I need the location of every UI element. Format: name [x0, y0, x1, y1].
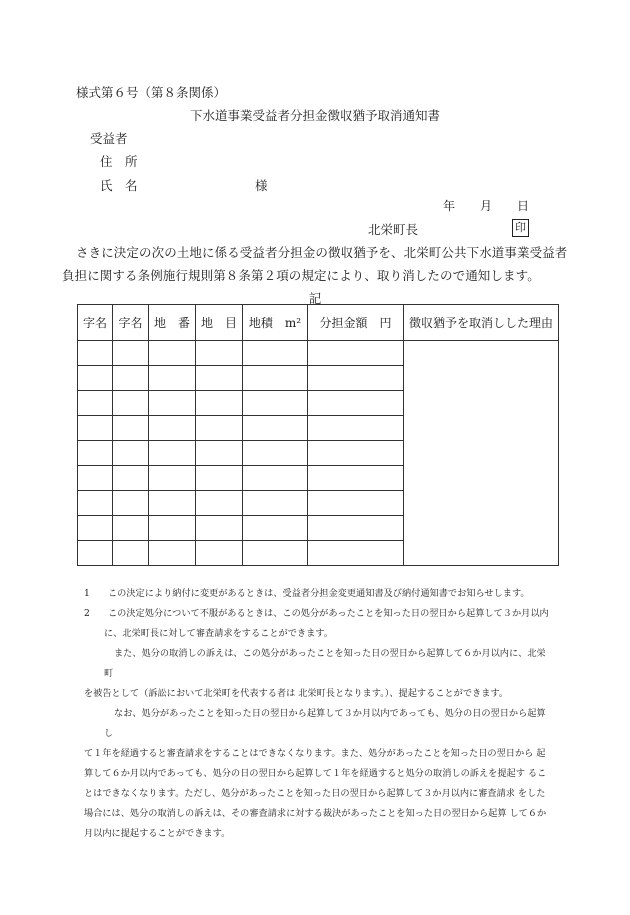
note-1-text: この決定により納付に変更があるときは、受益者分担金変更通知書及び納付通知書でお知らせします。 [108, 588, 530, 599]
form-number: 様式第６号（第８条関係） [76, 85, 227, 100]
recipient-label: 受益者 [90, 131, 128, 146]
table-header-row [78, 305, 559, 341]
date-line [443, 197, 529, 214]
header-azana-1: 字名 [78, 305, 113, 341]
header-amount: 分担金額 円 [308, 305, 404, 341]
para-3-line-e: をした場合には、処分の取消しの訴えは、その審査請求に対する裁決があったことを知った日の翌日から起算 [84, 788, 546, 819]
name-label: 氏 名 [100, 178, 138, 193]
issuer-title: 北栄町長 [368, 222, 419, 237]
header-chimoku: 地 目 [196, 305, 243, 341]
ki-label: 記 [308, 291, 322, 306]
address-label: 住 所 [100, 154, 138, 169]
para-2-line-b: を被告として（訴訟において北栄町を代表する者は 北栄町長となります。）、提起することができます。 [84, 688, 509, 699]
land-table [77, 304, 559, 566]
header-reason: 徴収猶予を取消しした理由 [404, 305, 559, 341]
year-label: 年 [443, 199, 456, 213]
header-azana-2: 字名 [113, 305, 149, 341]
month-label: 月 [480, 199, 493, 213]
note-paragraph-3 [84, 704, 554, 844]
para-3-line-d: ることはできなくなります。ただし、処分があったことを知った日の翌日から起算して３か月以内に審査請求 [84, 768, 547, 799]
para-3-line-b: て１年を経過すると審査請求をすることはできなくなります。また、処分があったことを知った日の翌日から [84, 748, 534, 759]
note-paragraph-2 [84, 644, 554, 704]
honorific: 様 [255, 178, 268, 193]
para-3-line-a: なお、処分があったことを知った日の翌日から起算して３か月以内であっても、処分の日の翌日から起算し [104, 708, 546, 739]
document-title: 下水道事業受益者分担金徴収猶予取消通知書 [189, 108, 440, 123]
header-area: 地積 m² [243, 305, 308, 341]
note-2 [84, 604, 554, 644]
reason-cell [404, 341, 559, 566]
notes-section [84, 584, 554, 844]
body-line-1: さきに決定の次の土地に係る受益者分担金の徴収猶予を、北栄町公共下水道事業受益者 [76, 245, 568, 260]
day-label: 日 [517, 199, 530, 213]
para-2-line-a: また、処分の取消しの訴えは、この処分があったことを知った日の翌日から起算して６か月以内に、北栄町 [104, 648, 546, 679]
para-3-line-f: して６か月以内に提起することができます。 [84, 808, 547, 839]
header-chiban: 地 番 [149, 305, 196, 341]
body-line-2: 負担に関する条例施行規則第８条第２項の規定により、取り消したので通知します。 [62, 268, 540, 283]
table-row [78, 341, 559, 366]
note-1 [84, 584, 554, 604]
note-2-number: 2 [84, 608, 90, 619]
note-2-text-a: この決定処分について不服があるときは、この処分があったことを知った日の翌日から起算して３か月以内 [108, 608, 549, 619]
note-2-text-b: に、北栄町長に対して審査請求をすることができます。 [104, 628, 333, 639]
seal-mark: 印 [512, 219, 529, 237]
para-3-line-c: 起算して６か月以内であっても、処分の日の翌日から起算して１年を経過すると処分の取消しの訴えを提起す [84, 748, 546, 779]
note-1-number: 1 [84, 588, 90, 599]
